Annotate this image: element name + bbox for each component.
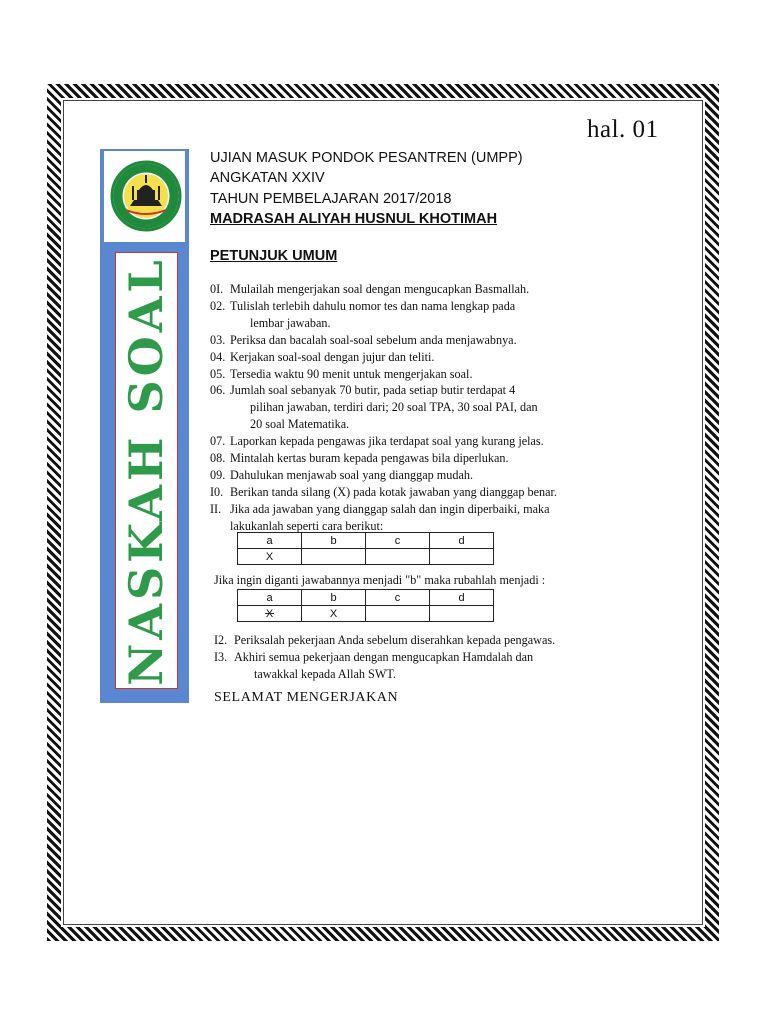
instruction-item: II. Jika ada jawaban yang dianggap salah dan ingin diperbaiki, maka lakukanlah seperti cara berikut: — [210, 501, 550, 533]
table-header-cell: c — [366, 533, 430, 549]
header-line-4: MADRASAH ALIYAH HUSNUL KHOTIMAH — [210, 211, 498, 227]
instruction-item: 03. Periksa dan bacalah soal-soal sebelum anda menjawabnya. — [210, 332, 517, 347]
header-line-2: ANGKATAN XXIV — [210, 170, 325, 186]
instruction-item: 02. Tulislah terlebih dahulu nomor tes dan nama lengkap pada lembar jawaban. — [210, 298, 516, 330]
table-header-cell: d — [430, 590, 494, 606]
closing-instruction-list — [214, 632, 624, 683]
instruction-item: 06. Jumlah soal sebanyak 70 butir, pada setiap butir terdapat 4 pilihan jawaban, terdiri dari; 20 soal TPA, 30 soal PAI, dan 20 soal Matematika. — [210, 383, 538, 432]
instruction-item: 05. Tersedia waktu 90 menit untuk mengerjakan soal. — [210, 366, 473, 381]
table-header-cell: a — [238, 533, 302, 549]
instruction-item: I2. Periksalah pekerjaan Anda sebelum diserahkan kepada pengawas. — [214, 633, 556, 647]
change-answer-note: Jika ingin diganti jawabannya menjadi "b" maka rubahlah menjadi : — [214, 573, 546, 587]
table-cell — [366, 549, 430, 565]
table-cell — [430, 606, 494, 622]
side-title: NASKAH SOAL — [119, 256, 173, 686]
header-line-3: TAHUN PEMBELAJARAN 2017/2018 — [210, 191, 452, 207]
instruction-item: I0. Berikan tanda silang (X) pada kotak jawaban yang dianggap benar. — [210, 484, 557, 499]
instruction-item: 04. Kerjakan soal-soal dengan jujur dan teliti. — [210, 349, 435, 364]
table-cell — [430, 549, 494, 565]
table-cell: X — [302, 606, 366, 622]
instruction-item: 09. Dahulukan menjawab soal yang dianggap mudah. — [210, 467, 474, 482]
instruction-list — [210, 281, 620, 535]
instruction-item: 0I. Mulailah mengerjakan soal dengan mengucapkan Basmallah. — [210, 282, 530, 296]
strike-mark — [265, 613, 274, 614]
instruction-item: 07. Laporkan kepada pengawas jika terdapat soal yang kurang jelas. — [210, 434, 544, 449]
table-header-cell: b — [302, 533, 366, 549]
table-cell — [302, 549, 366, 565]
school-logo-icon — [110, 160, 182, 232]
table-header-cell: a — [238, 590, 302, 606]
table-header-cell: d — [430, 533, 494, 549]
table-header-cell: b — [302, 590, 366, 606]
instruction-item: I3. Akhiri semua pekerjaan dengan mengucapkan Hamdalah dan tawakkal kepada Allah SWT. — [214, 649, 534, 681]
table-header-cell: c — [366, 590, 430, 606]
closing-message: SELAMAT MENGERJAKAN — [214, 690, 399, 705]
page-number: hal. 01 — [587, 116, 659, 143]
answer-example-table-2 — [237, 589, 494, 622]
header-line-1: UJIAN MASUK PONDOK PESANTREN (UMPP) — [210, 150, 523, 166]
section-title: PETUNJUK UMUM — [210, 248, 338, 264]
instruction-item: 08. Mintalah kertas buram kepada pengawas bila diperlukan. — [210, 451, 509, 466]
answer-example-table-1 — [237, 532, 494, 565]
table-cell: X — [238, 549, 302, 565]
table-cell-crossed — [238, 606, 302, 622]
table-cell — [366, 606, 430, 622]
